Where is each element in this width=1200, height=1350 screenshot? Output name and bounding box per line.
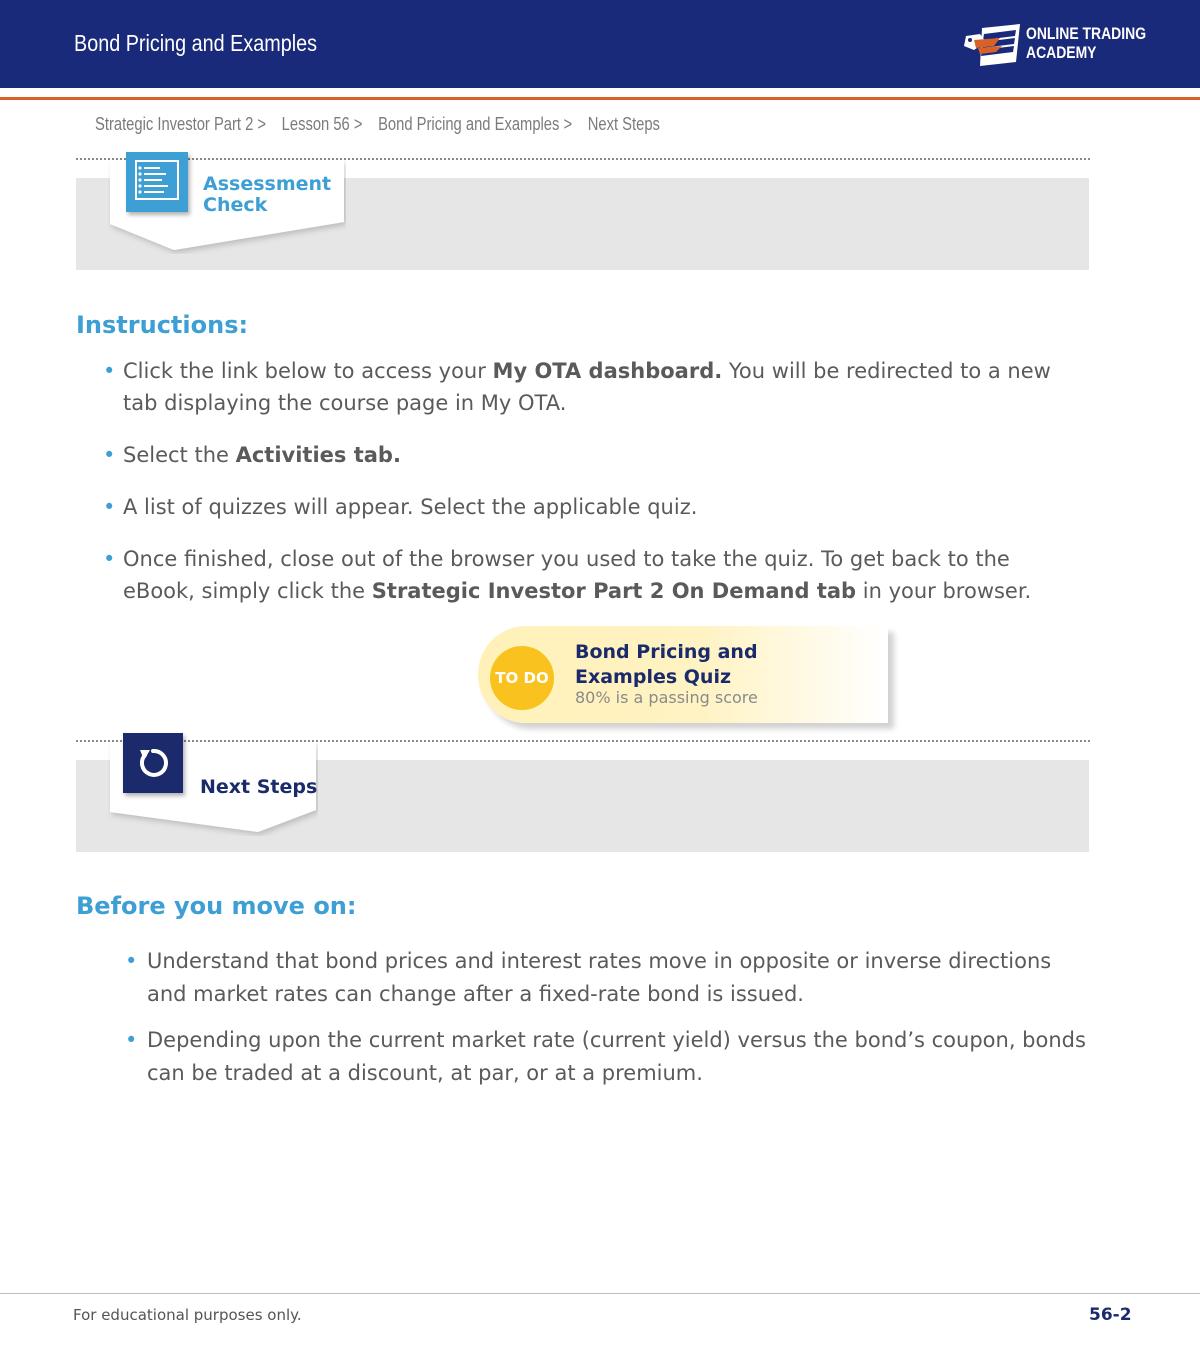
list-item: • A list of quizzes will appear. Select the applicable quiz. xyxy=(103,495,698,519)
eagle-flag-icon xyxy=(960,22,1022,68)
list-item: • Once finished, close out of the browser you used to take the quiz. To get back to the eBook, simply click the Strategic Investor Part 2 On Demand tab in your browser. xyxy=(103,547,1032,603)
checklist-icon xyxy=(126,152,188,212)
instructions-list xyxy=(103,355,1073,607)
page-title: Bond Pricing and Examples xyxy=(74,30,318,56)
next-steps-label: Next Steps xyxy=(200,776,318,798)
breadcrumb-item[interactable]: Next Steps xyxy=(587,114,660,134)
refresh-icon xyxy=(123,733,183,793)
todo-badge: TO DO xyxy=(490,646,554,710)
header-accent-rule xyxy=(0,97,1200,100)
breadcrumb-item[interactable]: Bond Pricing and Examples > xyxy=(378,114,573,134)
logo-text: ONLINE TRADING ACADEMY xyxy=(1026,24,1147,62)
breadcrumb xyxy=(95,114,671,135)
list-item: • Click the link below to access your My OTA dashboard. You will be redirected to a new tab displaying the course page in My OTA. xyxy=(103,359,1051,415)
passing-score-note: 80% is a passing score xyxy=(575,688,758,707)
footer-disclaimer: For educational purposes only. xyxy=(73,1306,302,1324)
instructions-heading: Instructions: xyxy=(76,311,249,339)
ota-logo xyxy=(960,20,1147,70)
quiz-link-card[interactable] xyxy=(478,626,888,723)
breadcrumb-item[interactable]: Lesson 56 > xyxy=(281,114,363,134)
before-move-on-heading: Before you move on: xyxy=(76,892,357,920)
list-item: • Depending upon the current market rate (current yield) versus the bond’s coupon, bonds can be traded at a discount, at par, or at a premium. xyxy=(125,1028,1086,1085)
page-number: 56-2 xyxy=(1089,1305,1132,1325)
assessment-label: Assessment Check xyxy=(203,173,332,216)
list-item: • Select the Activities tab. xyxy=(103,443,401,467)
summary-list xyxy=(125,945,1092,1090)
list-item: • Understand that bond prices and interest rates move in opposite or inverse directions and market rates can change after a fixed-rate bond is issued. xyxy=(125,949,1052,1006)
footer-rule xyxy=(0,1293,1200,1294)
page-header xyxy=(0,0,1200,88)
quiz-title[interactable]: Bond Pricing and Examples Quiz xyxy=(575,641,758,688)
breadcrumb-item[interactable]: Strategic Investor Part 2 > xyxy=(95,114,267,134)
